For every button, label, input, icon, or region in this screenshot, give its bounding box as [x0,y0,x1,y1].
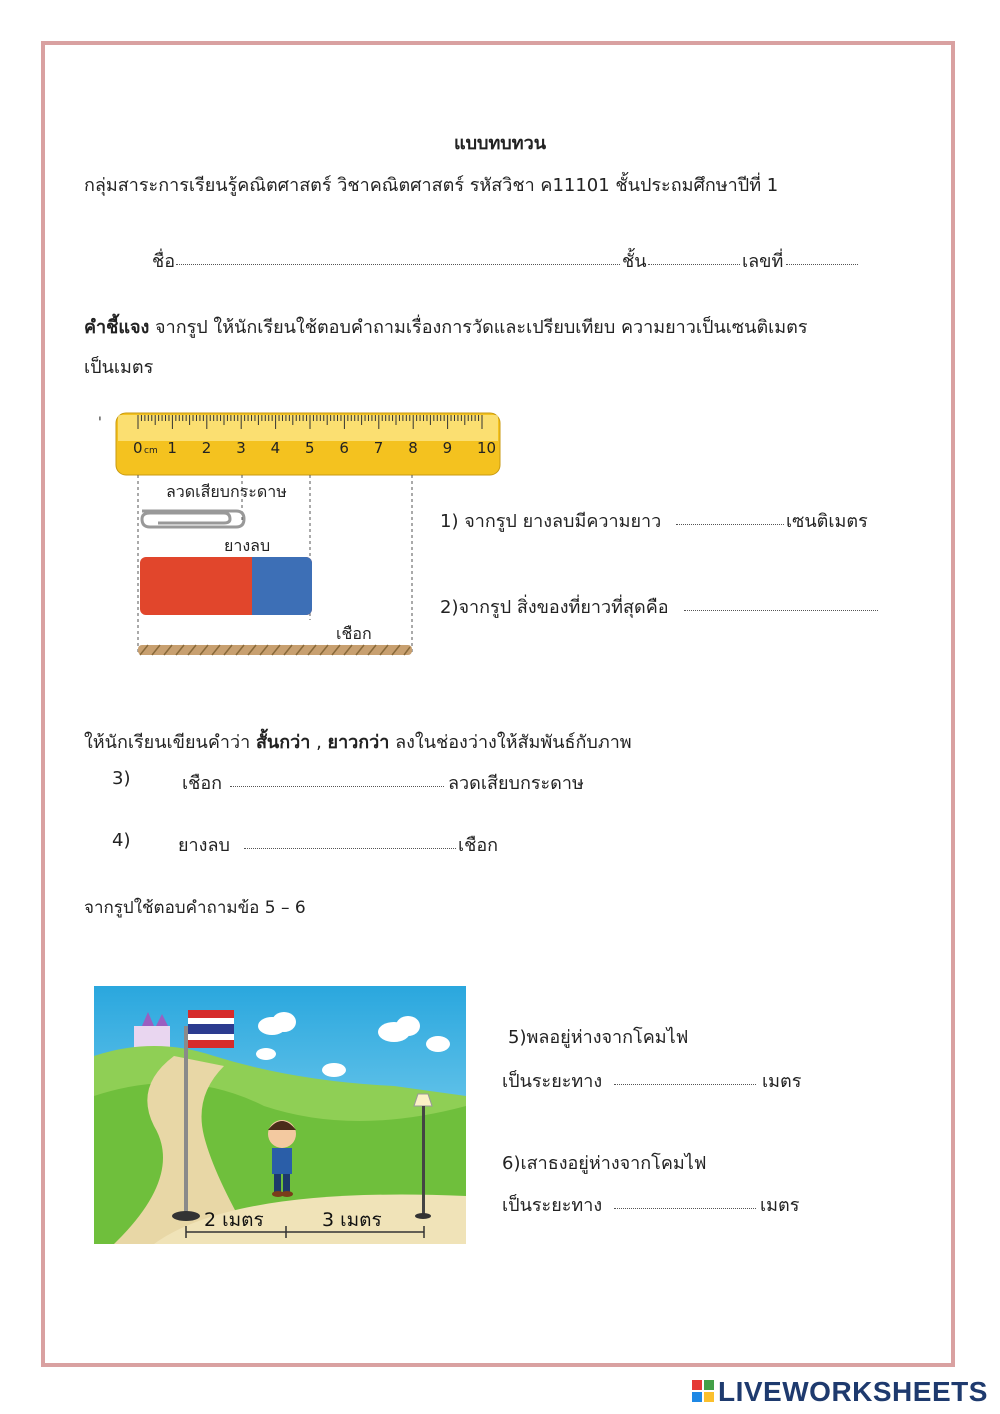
answer-2-field[interactable] [684,590,878,611]
ruler-number: 7 [373,439,384,457]
question-1-text: 1) จากรูป ยางลบมีความยาว [440,511,662,532]
answer-4-field[interactable] [244,828,456,849]
instructions-text: จากรูป ให้นักเรียนใช้ตอบคำถามเรื่องการวัดและเปรียบเทียบ ความยาวเป็นเซนติเมตร [149,317,808,338]
scene-illustration [94,986,466,1244]
distance-label-2m: 2 เมตร [204,1209,264,1231]
ruler-illustration [96,405,516,665]
ruler-number: 9 [442,439,453,457]
class-label: ชั้น [622,251,647,272]
svg-text:': ' [98,415,102,431]
question-2-text: 2)จากรูป สิ่งของที่ยาวที่สุดคือ [440,597,669,618]
ruler-number: 3 [236,439,246,457]
number-field[interactable] [786,244,858,265]
compare-separator: , [310,732,328,753]
ruler-number: 4 [270,439,281,457]
rope-label: เชือก [336,624,372,643]
question-6-line2: เป็นระยะทาง [502,1195,603,1216]
question-5-text: 5)พลอยู่ห่างจากโคมไฟ [508,1027,689,1048]
instructions [84,312,808,341]
ruler [116,413,500,475]
ruler-number: 5 [305,439,315,457]
instructions-label: คำชี้แจง [84,317,150,338]
compare-rest: ลงในช่องว่างให้สัมพันธ์กับภาพ [389,732,632,753]
question-3-number: 3) [112,768,131,789]
paperclip-icon [142,511,244,527]
number-label: เลขที่ [742,251,784,272]
eraser-label: ยางลบ [224,536,271,555]
subtitle: กลุ่มสาระการเรียนรู้คณิตศาสตร์ วิชาคณิตศาสตร์ รหัสวิชา ค11101 ชั้นประถมศึกษาปีที่ 1 [84,175,779,196]
compare-word-longer: ยาวกว่า [327,732,390,753]
ruler-unit: cm [144,446,158,456]
ruler-number: 6 [339,439,349,457]
question-1-unit: เซนติเมตร [786,511,868,532]
ruler-number: 0 [133,439,143,457]
answer-1-field[interactable] [676,504,784,525]
class-field[interactable] [648,244,740,265]
ruler-number: 10 [477,439,497,457]
ruler-number: 2 [201,439,212,457]
question-4-left: ยางลบ [178,835,230,856]
question-3-right: ลวดเสียบกระดาษ [448,773,584,794]
page-title: แบบทบทวน [453,133,547,154]
rope-icon [138,645,412,655]
question-1 [440,506,661,535]
eraser-icon [140,557,312,615]
question-4-right: เชือก [458,835,499,856]
answer-6-field[interactable] [614,1188,756,1209]
ruler-number: 8 [408,439,418,457]
liveworksheets-logo-icon [692,1380,714,1402]
liveworksheets-brand: LIVEWORKSHEETS [718,1376,988,1407]
name-field[interactable] [176,244,620,265]
answer-5-field[interactable] [614,1064,756,1085]
question-3-left: เชือก [182,773,223,794]
question-5-unit: เมตร [762,1071,802,1092]
question-4-number: 4) [112,830,131,851]
question-6-unit: เมตร [760,1195,800,1216]
compare-intro: ให้นักเรียนเขียนคำว่า [84,732,256,753]
paperclip-label: ลวดเสียบกระดาษ [166,482,287,501]
compare-instructions [84,727,632,756]
question-6-text: 6)เสาธงอยู่ห่างจากโคมไฟ [502,1153,707,1174]
compare-word-shorter: สั้นกว่า [255,732,311,753]
answer-3-field[interactable] [230,766,444,787]
instructions-line2: เป็นเมตร [84,357,154,378]
distance-label-3m: 3 เมตร [322,1209,382,1231]
section-2-intro: จากรูปใช้ตอบคำถามข้อ 5 – 6 [84,898,306,918]
ruler-number: 1 [167,439,177,457]
name-label: ชื่อ [152,251,176,272]
question-5-line2: เป็นระยะทาง [502,1071,603,1092]
